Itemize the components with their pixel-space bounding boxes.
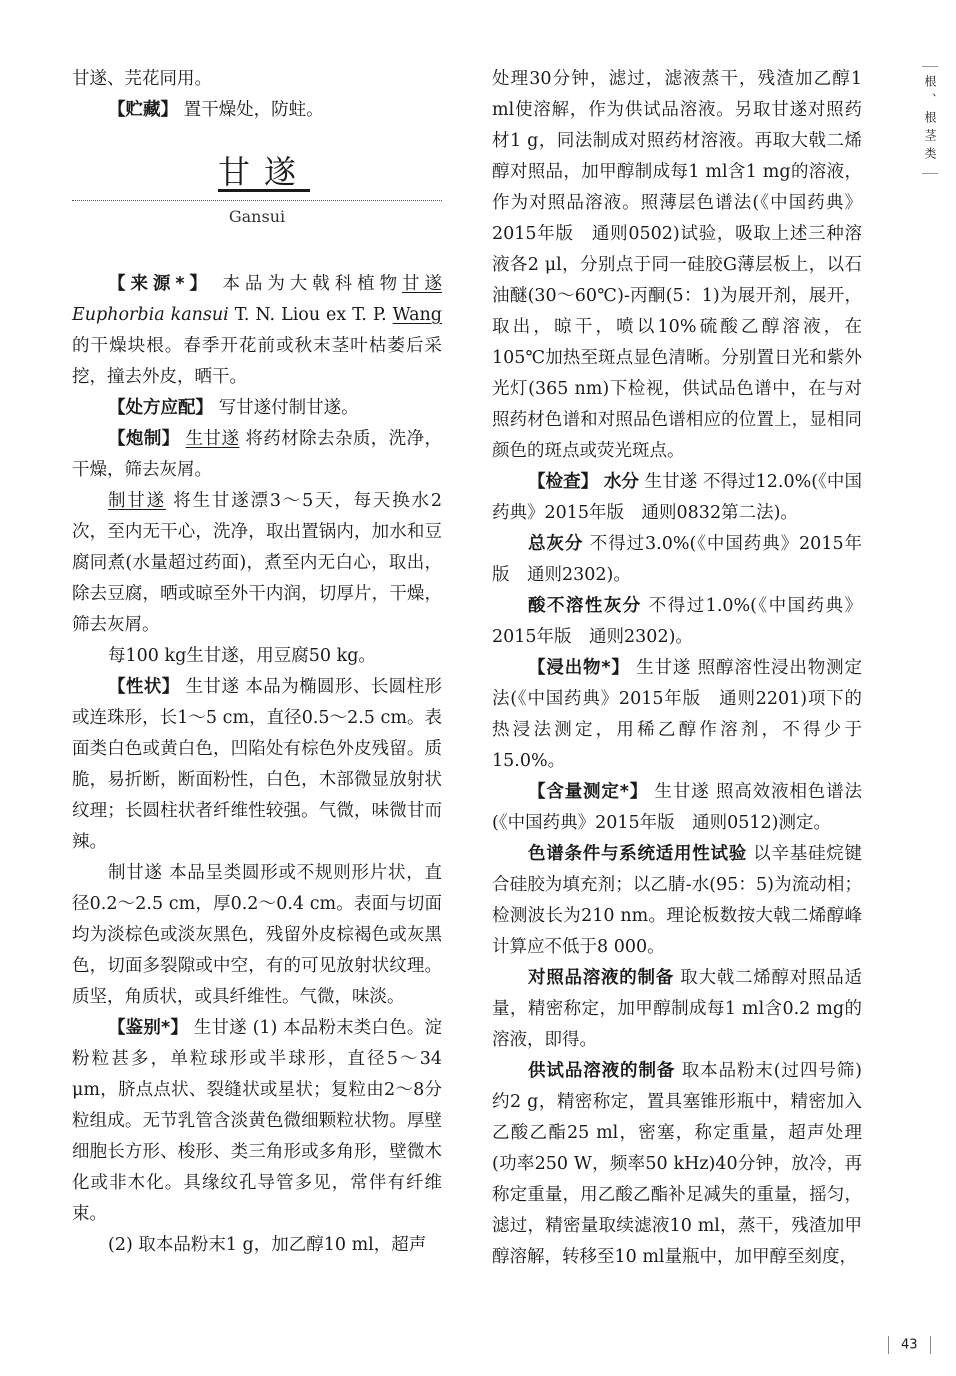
ash-paragraph: [492, 529, 862, 591]
check-paragraph: [492, 467, 862, 529]
processing-label: 【炮制】: [108, 429, 180, 449]
test-solution-label: 供试品溶液的制备: [528, 1061, 676, 1081]
test-solution-paragraph: [492, 1056, 862, 1273]
processing2-herb: 制甘遂: [108, 491, 166, 511]
right-column: [492, 64, 862, 1273]
acid-ash-label: 酸不溶性灰分: [528, 596, 642, 616]
assay-text: 照高效液相色谱法(《中国药典》2015年版 通则0512)测定。: [492, 782, 862, 833]
source-text-a: 本品为大戟科植物: [222, 274, 403, 294]
moisture-text: 不得过12.0%(《中国药典》2015年版 通则0832第二法)。: [492, 472, 862, 523]
monograph-title: 甘遂: [217, 153, 310, 191]
characters-herb: 生甘遂: [185, 677, 240, 697]
left-column: [72, 64, 442, 1261]
side-tab-rule-top: [922, 66, 938, 67]
source-text-b: 的干燥块根。春季开花前或秋末茎叶枯萎后采挖，撞去外皮，晒干。: [72, 336, 442, 387]
storage-paragraph: [72, 95, 442, 126]
check-label: 【检查】: [528, 472, 599, 492]
reference-solution-paragraph: [492, 963, 862, 1056]
chromatography-paragraph: [492, 839, 862, 963]
prescription-text: 写甘遂付制甘遂。: [218, 398, 359, 418]
storage-text: 置干燥处，防蛀。: [183, 100, 324, 120]
page-number: 43: [901, 1337, 918, 1353]
monograph-pinyin: Gansui: [228, 207, 286, 226]
prescription-paragraph: [72, 393, 442, 424]
test-solution-text: 取本品粉末(过四号筛)约2 g，精密称定，置具塞锥形瓶中，精密加入乙酸乙酯25 ml，密塞，称定重量，超声处理(功率250 W，频率50 kHz)40分钟，放冷，再称定重量，用乙酸乙酯补足减失的重量，摇匀，滤过，精密量取续滤液10 ml，蒸干，残渣加甲醇溶解，转移至10 ml量瓶中，加甲醇至刻度，: [492, 1061, 863, 1267]
characters-paragraph: [72, 672, 442, 858]
storage-label: 【贮藏】: [108, 100, 178, 120]
assay-herb: 生甘遂: [654, 782, 710, 802]
check-herb: 生甘遂: [644, 472, 698, 492]
chromatography-label: 色谱条件与系统适用性试验: [528, 844, 747, 864]
processing2-text: 将生甘遂漂3～5天，每天换水2次，至内无干心，洗净，取出置锅内，加水和豆腐同煮(水量超过药面)，煮至内无白心，取出，除去豆腐，晒或晾至外干内润，切厚片，干燥，筛去灰屑。: [72, 491, 442, 635]
characters2-text: 本品呈类圆形或不规则形片状，直径0.2～2.5 cm，厚0.2～0.4 cm。表面与切面均为淡棕色或淡灰黑色，残留外皮棕褐色或灰黑色，切面多裂隙或中空，有的可见放射状纹理。质坚，角质状，或具纤维性。气微，味淡。: [72, 863, 443, 1007]
folio-divider-left: [888, 1336, 889, 1354]
latin-name: Euphorbia kansui: [72, 305, 229, 325]
moisture-label: 水分: [603, 472, 639, 492]
assay-label: 【含量测定*】: [528, 782, 649, 802]
source-label: 【来源*】: [108, 274, 212, 294]
identification-text: (1) 本品粉末类白色。淀粉粒甚多，单粒球形或半球形，直径5～34 μm，脐点点状、裂缝状或星状；复粒由2～8分粒组成。无节乳管含淡黄色微细颗粒状物。厚壁细胞长方形、梭形、类三角形或多角形，壁微木化或非木化。具缘纹孔导管多见，常伴有纤维束。: [72, 1018, 442, 1224]
identification-herb: 生甘遂: [193, 1018, 247, 1038]
monograph-heading: [72, 150, 442, 229]
extract-herb: 生甘遂: [636, 658, 692, 678]
processing2-paragraph: [72, 486, 442, 641]
reference-solution-label: 对照品溶液的制备: [528, 968, 674, 988]
acid-ash-paragraph: [492, 591, 862, 653]
characters-label: 【性状】: [108, 677, 180, 697]
source-herb-name: 甘遂: [402, 274, 442, 294]
folio-divider-right: [930, 1336, 931, 1354]
processing-paragraph: [72, 424, 442, 486]
paragraph-continued: 甘遂、芫花同用。: [72, 69, 212, 89]
identification2-paragraph: (2) 取本品粉末1 g，加乙醇10 ml，超声: [108, 1235, 427, 1255]
processing-text: 将药材除去杂质，洗净，干燥，筛去灰屑。: [72, 429, 443, 480]
assay-paragraph: [492, 777, 862, 839]
chromatography-text: 以辛基硅烷键合硅胶为填充剂；以乙腈-水(95：5)为流动相；检测波长为210 nm。理论板数按大戟二烯醇峰计算应不低于8 000。: [492, 844, 862, 957]
latin-authority-2: Wang: [392, 305, 442, 325]
characters2-paragraph: [72, 858, 442, 1013]
ash-text: 不得过3.0%(《中国药典》2015年版 通则2302)。: [492, 534, 863, 585]
extract-paragraph: [492, 653, 862, 777]
acid-ash-text: 不得过1.0%(《中国药典》2015年版 通则2302)。: [492, 596, 862, 647]
processing-herb: 生甘遂: [185, 429, 240, 449]
extract-label: 【浸出物*】: [528, 658, 630, 678]
reference-solution-text: 取大戟二烯醇对照品适量，精密称定，加甲醇制成每1 ml含0.2 mg的溶液，即得。: [492, 968, 862, 1050]
extract-text: 照醇溶性浸出物测定法(《中国药典》2015年版 通则2201)项下的热浸法测定，用稀乙醇作溶剂，不得少于15.0%。: [492, 658, 862, 771]
side-tab-label: 根、根茎类: [923, 75, 937, 165]
characters-text: 本品为椭圆形、长圆柱形或连珠形，长1～5 cm，直径0.5～2.5 cm。表面类白色或黄白色，凹陷处有棕色外皮残留。质脆，易折断，断面粉性，白色，木部微显放射状纹理；长圆柱状者纤维性较强。气微，味微甘而辣。: [72, 677, 443, 852]
page-folio: [888, 1336, 931, 1354]
identification-label: 【鉴别*】: [108, 1018, 189, 1038]
ash-label: 总灰分: [528, 534, 584, 554]
tlc-paragraph: 处理30分钟，滤过，滤液蒸干，残渣加乙醇1 ml使溶解，作为供试品溶液。另取甘遂对照药材1 g，同法制成对照药材溶液。再取大戟二烯醇对照品，加甲醇制成每1 ml含1 mg的溶液，作为对照品溶液。照薄层色谱法(《中国药典》2015年版 通则0502)试验，吸取上述三种溶液各2 μl，分别点于同一硅胶G薄层板上，以石油醚(30～60℃)-丙酮(5：1)为展开剂，展开，取出，晾干，喷以10%硫酸乙醇溶液，在105℃加热至斑点显色清晰。分别置日光和紫外光灯(365 nm)下检视，供试品色谱中，在与对照药材色谱和对照品色谱相应的位置上，显相同颜色的斑点或荧光斑点。: [492, 69, 862, 461]
side-tab: [918, 66, 942, 174]
side-tab-rule-bottom: [922, 173, 938, 174]
prescription-label: 【处方应配】: [108, 398, 213, 418]
characters2-herb: 制甘遂: [108, 863, 163, 883]
latin-authority: T. N. Liou ex T. P.: [228, 305, 393, 325]
processing-ratio: 每100 kg生甘遂，用豆腐50 kg。: [108, 646, 376, 666]
title-dotted-rule: [72, 200, 442, 201]
identification-paragraph: [72, 1013, 442, 1230]
source-paragraph: [72, 269, 442, 393]
